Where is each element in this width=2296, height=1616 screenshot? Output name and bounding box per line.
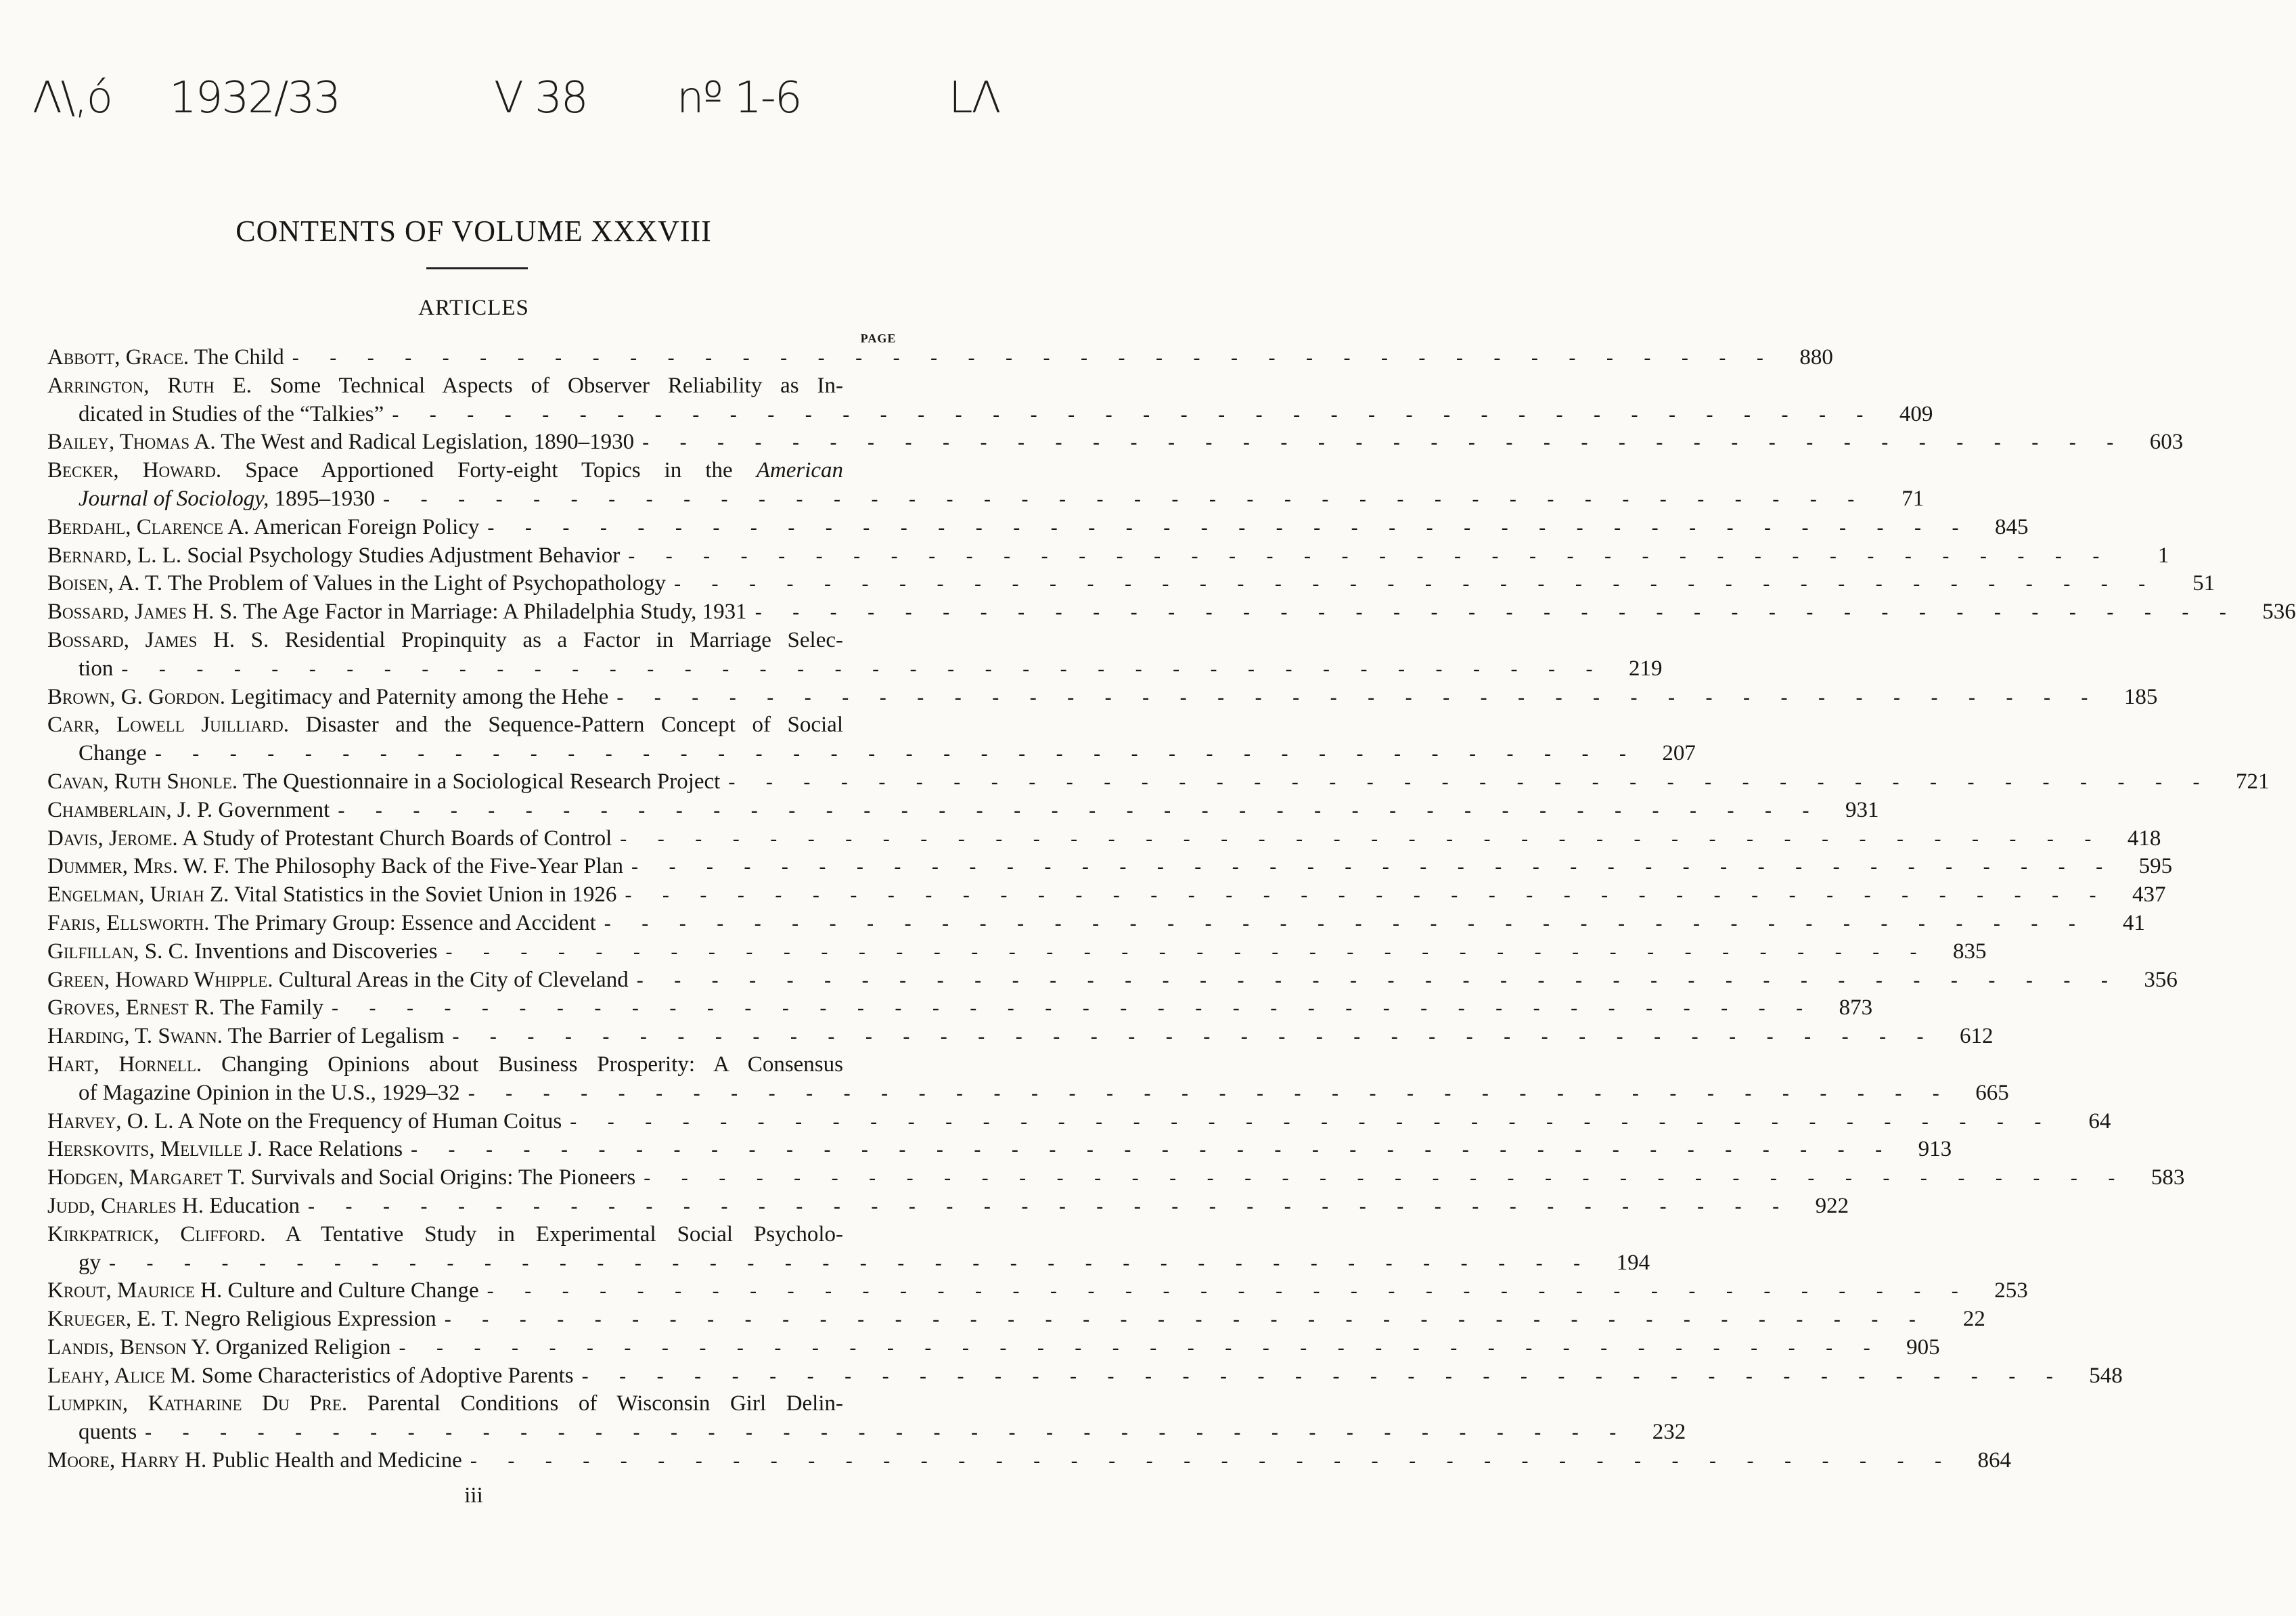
leader-dashes: - - - - - - - - - - - - - - - - - - - - - - - - - - - - - - - - - - - - - - - -	[755, 601, 2239, 624]
entry-page: 41	[2122, 910, 2145, 935]
entry-title: Space Apportioned Forty-eight Topics in the	[245, 458, 733, 483]
leader-dashes: - - - - - - - - - - - - - - - - - - - - - - - - - - - - - - - - - - - - - - - -	[452, 1025, 1937, 1048]
entry-author: Bailey, Thomas A.	[47, 430, 216, 455]
leader-dashes: - - - - - - - - - - - - - - - - - - - - - - - - - - - - - - - - - - - - - - - -	[399, 1336, 1883, 1359]
leader-dashes: - - - - - - - - - - - - - - - - - - - - - - - - - - - - - - - - - - - - - - - -	[292, 346, 1776, 369]
toc-entry	[47, 1362, 2123, 1391]
section-heading: ARTICLES	[418, 296, 529, 320]
entry-author: Moore, Harry H.	[47, 1448, 207, 1473]
entry-author: Kirkpatrick, Clifford.	[47, 1221, 266, 1247]
entry-author: Krueger, E. T.	[47, 1307, 179, 1332]
leader-dashes: - - - - - - - - - - - - - - - - - - - - - - - - - - - - - - - - - - - - - - - -	[581, 1364, 2066, 1387]
entry-author: Hart, Hornell.	[47, 1052, 202, 1077]
entry-title: Cultural Areas in the City of Cleveland	[278, 967, 629, 992]
handwritten-note-1: Λ\,ó	[32, 73, 112, 123]
entry-author: Hodgen, Margaret T.	[47, 1165, 246, 1190]
toc-entry	[47, 598, 2296, 627]
leader-dashes: - - - - - - - - - - - - - - - - - - - - - - - - - - - - - - - - - - - - - - - -	[308, 1194, 1793, 1217]
entry-page: 232	[1652, 1420, 1686, 1445]
entry-author: Arrington, Ruth E.	[47, 373, 252, 398]
entry-page: 603	[2149, 430, 2184, 455]
leader-dashes: - - - - - - - - - - - - - - - - - - - - - - - - - - - - - - - - - - - - - - - -	[392, 403, 1876, 426]
entry-title: The Family	[219, 995, 323, 1020]
entry-author: Harding, T. Swann.	[47, 1024, 223, 1049]
leader-dashes: - - - - - - - - - - - - - - - - - - - - - - - - - - - - - - - - - - - - - - - -	[383, 487, 1868, 510]
entry-author: Davis, Jerome.	[47, 826, 178, 851]
toc-entry	[47, 570, 2215, 598]
leader-dashes: - - - - - - - - - - - - - - - - - - - - - - - - - - - - - - - - - - - - - - - -	[444, 1308, 1929, 1331]
toc-entry	[47, 1277, 2028, 1305]
entry-title: Culture and Culture Change	[227, 1278, 479, 1303]
leader-dashes: - - - - - - - - - - - - - - - - - - - - - - - - - - - - - - - - - - - - - - - -	[642, 431, 2127, 454]
entry-page: 418	[2127, 826, 2161, 851]
entry-page: 253	[1994, 1278, 2028, 1303]
entry-page: 931	[1845, 797, 1879, 822]
toc-entry	[47, 428, 2184, 457]
entry-page: 922	[1815, 1193, 1849, 1218]
entry-author: Bossard, James H. S.	[47, 627, 269, 652]
page-number: iii	[464, 1483, 483, 1508]
title-divider	[426, 267, 528, 269]
entry-author: Gilfillan, S. C.	[47, 939, 189, 964]
entry-author: Engelman, Uriah Z.	[47, 882, 229, 907]
handwritten-note-3: V 38	[494, 73, 587, 123]
entry-author: Harvey, O. L.	[47, 1108, 174, 1134]
toc-entry	[47, 881, 2166, 910]
toc-entry	[47, 768, 2270, 796]
entry-title: Government	[218, 797, 330, 822]
entry-page: 880	[1799, 345, 1833, 369]
toc-entry	[47, 910, 2145, 938]
page-title: CONTENTS OF VOLUME XXXVIII	[235, 215, 712, 248]
entry-title: Education	[209, 1193, 300, 1218]
leader-dashes: - - - - - - - - - - - - - - - - - - - - - - - - - - - - - - - - - - - - - - - -	[145, 1421, 1629, 1444]
entry-title-continued: tion	[78, 656, 114, 681]
leader-dashes: - - - - - - - - - - - - - - - - - - - - - - - - - - - - - - - - - - - - - - - -	[445, 940, 1930, 963]
toc-entry	[47, 1305, 1985, 1334]
entry-author: Cavan, Ruth Shonle.	[47, 769, 238, 794]
toc-entry	[47, 1334, 1940, 1362]
entry-title: The West and Radical Legislation, 1890–1930	[221, 430, 635, 455]
entry-title: Disaster and the Sequence-Pattern Concept of Social	[305, 713, 844, 738]
toc-entry	[47, 372, 1933, 429]
entry-title: The Primary Group: Essence and Accident	[215, 910, 596, 935]
entry-title-continued: Change	[78, 741, 147, 766]
leader-dashes: - - - - - - - - - - - - - - - - - - - - - - - - - - - - - - - - - - - - - - - -	[121, 657, 1606, 680]
entry-page: 437	[2132, 882, 2166, 907]
handwritten-note-4: nº 1-6	[677, 73, 801, 123]
entry-title-continued: quents	[78, 1420, 137, 1445]
entry-page: 207	[1662, 741, 1696, 766]
entry-page: 71	[1901, 486, 1924, 511]
entry-page: 845	[1995, 514, 2029, 539]
entry-author: Lumpkin, Katharine Du Pre.	[47, 1391, 348, 1416]
entry-journal-name: Journal of Sociology,	[78, 486, 269, 511]
toc-entry	[47, 1164, 2185, 1192]
toc-entry	[47, 1192, 1849, 1221]
entry-author: Landis, Benson Y.	[47, 1334, 210, 1360]
toc-entry	[47, 1390, 1686, 1447]
leader-dashes: - - - - - - - - - - - - - - - - - - - - - - - - - - - - - - - - - - - - - - - -	[487, 1280, 1971, 1303]
entry-title: Inventions and Discoveries	[194, 939, 438, 964]
handwritten-note-2: 1932/33	[169, 73, 340, 123]
leader-dashes: - - - - - - - - - - - - - - - - - - - - - - - - - - - - - - - - - - - - - - - -	[616, 686, 2101, 709]
leader-dashes: - - - - - - - - - - - - - - - - - - - - - - - - - - - - - - - - - - - - - - - -	[625, 884, 2109, 907]
entry-page: 194	[1616, 1250, 1650, 1275]
leader-dashes: - - - - - - - - - - - - - - - - - - - - - - - - - - - - - - - - - - - - - - - -	[570, 1110, 2054, 1133]
entry-author: Carr, Lowell Juilliard.	[47, 713, 290, 738]
toc-entry	[47, 796, 1879, 825]
toc-entry	[47, 1221, 1650, 1278]
entry-title: Residential Propinquity as a Factor in Marriage Selec-	[284, 627, 843, 652]
leader-dashes: - - - - - - - - - - - - - - - - - - - - - - - - - - - - - - - - - - - - - - - -	[487, 516, 1972, 539]
entry-title: A Study of Protestant Church Boards of Control	[182, 826, 612, 851]
entry-title: Some Characteristics of Adoptive Parents	[201, 1363, 574, 1388]
leader-dashes: - - - - - - - - - - - - - - - - - - - - - - - - - - - - - - - - - - - - - - - -	[636, 968, 2121, 991]
entry-page: 873	[1839, 995, 1873, 1020]
entry-author: Chamberlain, J. P.	[47, 797, 213, 822]
leader-dashes: - - - - - - - - - - - - - - - - - - - - - - - - - - - - - - - - - - - - - - - -	[109, 1251, 1594, 1274]
entry-page: 583	[2151, 1165, 2185, 1190]
entry-author: Green, Howard Whipple.	[47, 967, 273, 992]
leader-dashes: - - - - - - - - - - - - - - - - - - - - - - - - - - - - - - - - - - - - - - - -	[468, 1081, 1952, 1104]
page-column-header: PAGE	[860, 332, 897, 345]
entry-title: A Tentative Study in Experimental Social Psycholo-	[285, 1221, 843, 1247]
toc-entry	[47, 966, 2178, 995]
entry-title: Public Health and Medicine	[212, 1448, 462, 1473]
entry-author: Faris, Ellsworth.	[47, 910, 210, 935]
toc-entry	[47, 344, 1833, 372]
entry-title: Organized Religion	[215, 1334, 391, 1360]
entry-page: 409	[1899, 401, 1933, 426]
toc-entry	[47, 994, 1873, 1023]
entry-title: A Note on the Frequency of Human Coitus	[177, 1108, 562, 1134]
leader-dashes: - - - - - - - - - - - - - - - - - - - - - - - - - - - - - - - - - - - - - - - -	[674, 573, 2159, 596]
leader-dashes: - - - - - - - - - - - - - - - - - - - - - - - - - - - - - - - - - - - - - - - -	[604, 912, 2088, 935]
entry-title: American Foreign Policy	[253, 514, 480, 539]
entry-page: 835	[1953, 939, 1987, 964]
toc-entry	[47, 938, 1987, 966]
leader-dashes: - - - - - - - - - - - - - - - - - - - - - - - - - - - - - - - - - - - - - - - -	[728, 770, 2213, 793]
entry-title-continued: of Magazine Opinion in the U.S., 1929–32	[78, 1080, 460, 1105]
entry-author: Groves, Ernest R.	[47, 995, 215, 1020]
entry-journal-name: American	[756, 458, 844, 483]
entry-title: The Questionnaire in a Sociological Research Project	[242, 769, 721, 794]
toc-entry	[47, 853, 2173, 881]
entry-title: The Age Factor in Marriage: A Philadelphia Study, 1931	[242, 600, 747, 625]
entry-title-continued: 1895–1930	[274, 486, 376, 511]
entry-page: 219	[1628, 656, 1663, 681]
entry-title: Race Relations	[268, 1137, 403, 1162]
entry-author: Krout, Maurice H.	[47, 1278, 223, 1303]
leader-dashes: - - - - - - - - - - - - - - - - - - - - - - - - - - - - - - - - - - - - - - - -	[338, 799, 1822, 822]
entry-page: 185	[2123, 684, 2158, 709]
handwritten-note-5: LΛ	[949, 73, 1000, 123]
toc-entry	[47, 514, 2029, 542]
leader-dashes: - - - - - - - - - - - - - - - - - - - - - - - - - - - - - - - - - - - - - - - -	[644, 1167, 2128, 1190]
entry-page: 548	[2089, 1363, 2123, 1388]
entry-page: 1	[2157, 543, 2169, 568]
entry-page: 356	[2144, 967, 2178, 992]
toc-entry	[47, 1023, 1994, 1051]
entry-page: 905	[1906, 1334, 1940, 1360]
entry-author: Boisen, A. T.	[47, 571, 163, 596]
entry-page: 22	[1962, 1307, 1985, 1332]
entry-author: Dummer, Mrs. W. F.	[47, 854, 230, 879]
entry-title: Survivals and Social Origins: The Pioneers	[250, 1165, 636, 1190]
entry-title: The Child	[194, 345, 284, 369]
entry-author: Bernard, L. L.	[47, 543, 182, 568]
toc-entry	[47, 683, 2158, 712]
leader-dashes: - - - - - - - - - - - - - - - - - - - - - - - - - - - - - - - - - - - - - - - -	[154, 742, 1639, 765]
entry-page: 536	[2262, 600, 2296, 625]
toc-entry	[47, 457, 1924, 514]
entry-title: The Problem of Values in the Light of Psychopathology	[167, 571, 667, 596]
entry-page: 913	[1918, 1137, 1952, 1162]
entry-title: Parental Conditions of Wisconsin Girl Delin-	[367, 1391, 844, 1416]
leader-dashes: - - - - - - - - - - - - - - - - - - - - - - - - - - - - - - - - - - - - - - - -	[631, 855, 2116, 878]
entry-title: The Barrier of Legalism	[227, 1024, 445, 1049]
entry-page: 612	[1960, 1024, 1994, 1049]
toc-entry	[47, 711, 1696, 768]
entry-page: 721	[2235, 769, 2270, 794]
entry-title: Vital Statistics in the Soviet Union in 1926	[234, 882, 617, 907]
entry-page: 64	[2088, 1108, 2111, 1134]
entry-title: Negro Religious Expression	[184, 1307, 436, 1332]
entry-title-continued: gy	[78, 1250, 101, 1275]
contents-list	[47, 344, 2296, 1475]
entry-title: Changing Opinions about Business Prosperity: A Consensus	[221, 1052, 843, 1077]
leader-dashes: - - - - - - - - - - - - - - - - - - - - - - - - - - - - - - - - - - - - - - - -	[411, 1138, 1895, 1161]
toc-entry	[47, 627, 1663, 683]
entry-author: Bossard, James H. S.	[47, 600, 238, 625]
entry-title-continued: dicated in Studies of the “Talkies”	[78, 401, 384, 426]
entry-title: Legitimacy and Paternity among the Hehe	[231, 684, 609, 709]
entry-author: Becker, Howard.	[47, 458, 222, 483]
entry-author: Judd, Charles H.	[47, 1193, 204, 1218]
entry-author: Leahy, Alice M.	[47, 1363, 196, 1388]
entry-page: 595	[2138, 854, 2173, 879]
toc-entry	[47, 1108, 2111, 1136]
leader-dashes: - - - - - - - - - - - - - - - - - - - - - - - - - - - - - - - - - - - - - - - -	[628, 544, 2113, 567]
toc-entry	[47, 1051, 2009, 1108]
toc-entry	[47, 1447, 2011, 1475]
entry-author: Herskovits, Melville J.	[47, 1137, 263, 1162]
toc-entry	[47, 542, 2169, 570]
entry-title: Social Psychology Studies Adjustment Behavior	[187, 543, 621, 568]
entry-author: Brown, G. Gordon.	[47, 684, 225, 709]
entry-page: 665	[1975, 1080, 2009, 1105]
entry-title: Some Technical Aspects of Observer Reliability as In-	[269, 373, 844, 398]
leader-dashes: - - - - - - - - - - - - - - - - - - - - - - - - - - - - - - - - - - - - - - - -	[620, 827, 2104, 850]
entry-author: Berdahl, Clarence A.	[47, 514, 250, 539]
entry-page: 51	[2192, 571, 2215, 596]
entry-page: 864	[1977, 1448, 2011, 1473]
leader-dashes: - - - - - - - - - - - - - - - - - - - - - - - - - - - - - - - - - - - - - - - -	[331, 997, 1816, 1020]
leader-dashes: - - - - - - - - - - - - - - - - - - - - - - - - - - - - - - - - - - - - - - - -	[470, 1450, 1954, 1473]
toc-entry	[47, 1136, 1952, 1164]
entry-title: The Philosophy Back of the Five-Year Plan	[234, 854, 623, 879]
toc-entry	[47, 825, 2161, 853]
entry-author: Abbott, Grace.	[47, 345, 189, 369]
